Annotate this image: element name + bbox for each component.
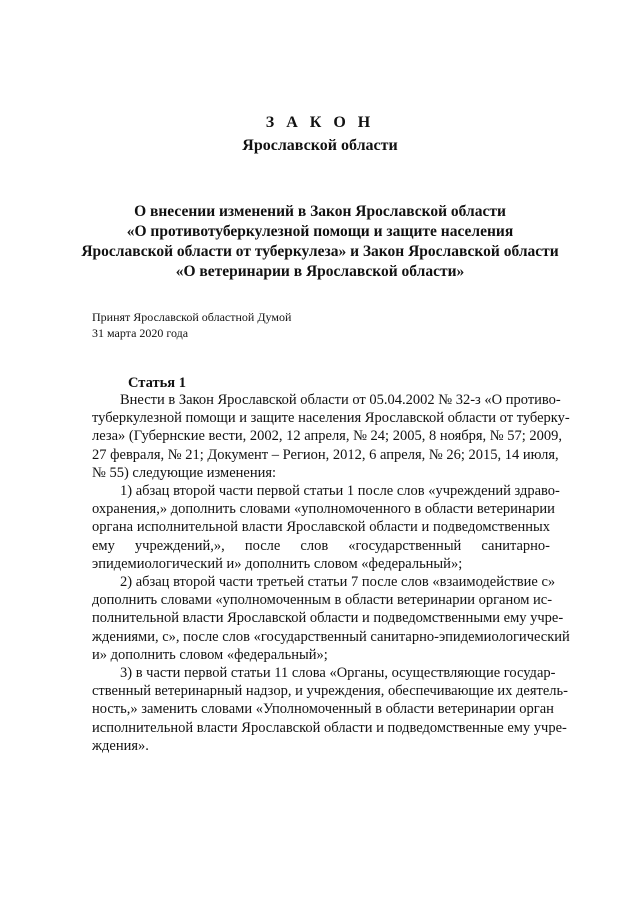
text-line: органа исполнительной власти Ярославской области и подведомственных: [92, 519, 550, 536]
text-line: исполнительной власти Ярославской области и подведомственные ему учре-: [92, 719, 567, 736]
text-line: эпидемиологический и» дополнить словом «федеральный»;: [92, 555, 463, 572]
article-item-1: [92, 482, 560, 573]
title-line: Ярославской области от туберкулеза» и Закон Ярославской области: [81, 243, 559, 260]
article-body: [92, 391, 570, 755]
text-line: № 55) следующие изменения:: [92, 464, 277, 481]
text-line: туберкулезной помощи и защите населения Ярославской области от туберку-: [92, 410, 570, 427]
text-line: Внести в Закон Ярославской области от 05.04.2002 № 32-з «О противо-: [120, 392, 561, 408]
adopted-by: Принят Ярославской областной Думой: [92, 310, 292, 324]
title-line: «О ветеринарии в Ярославской области»: [175, 263, 465, 280]
text-line: ждениями, с», после слов «государственный санитарно-эпидемиологический: [92, 628, 570, 645]
text-line: 2) абзац второй части третьей статьи 7 после слов «взаимодействие с»: [120, 574, 556, 591]
text-line: 3) в части первой статьи 11 слова «Органы, осуществляющие государ-: [120, 665, 556, 682]
adopted-date: 31 марта 2020 года: [92, 326, 189, 340]
adoption-note: [92, 309, 392, 341]
text-line: 27 февраля, № 21; Документ – Регион, 2012, 6 апреля, № 26; 2015, 14 июля,: [92, 446, 559, 463]
law-region: Ярославской области: [242, 137, 398, 154]
article-item-3: [92, 664, 568, 755]
text-line: и» дополнить словом «федеральный»;: [92, 646, 328, 663]
text-line: полнительной власти Ярославской области и подведомственными ему учре-: [92, 610, 564, 627]
text-line: ждения».: [92, 737, 149, 754]
article-heading: Статья 1: [128, 375, 186, 391]
article-intro: [92, 391, 570, 482]
text-line: ственный ветеринарный надзор, и учреждения, обеспечивающие их деятель-: [92, 683, 568, 700]
law-title: [80, 202, 560, 282]
text-line: дополнить словами «уполномоченным в области ветеринарии органом ис-: [92, 592, 553, 609]
text-line: 1) абзац второй части первой статьи 1 после слов «учреждений здраво-: [120, 483, 560, 500]
title-line: «О противотуберкулезной помощи и защите населения: [126, 223, 514, 240]
article-item-2: [92, 573, 570, 664]
title-line: О внесении изменений в Закон Ярославской области: [134, 203, 506, 220]
text-line: ность,» заменить словами «Уполномоченный в области ветеринарии орган: [92, 701, 554, 718]
text-line: ему учреждений,», после слов «государственный санитарно-: [92, 537, 550, 554]
text-line: леза» (Губернские вести, 2002, 12 апреля, № 24; 2005, 8 ноября, № 57; 2009,: [92, 428, 563, 445]
law-heading: З А К О Н: [265, 114, 375, 131]
text-line: охранения,» дополнить словами «уполномоченного в области ветеринарии: [92, 501, 555, 518]
